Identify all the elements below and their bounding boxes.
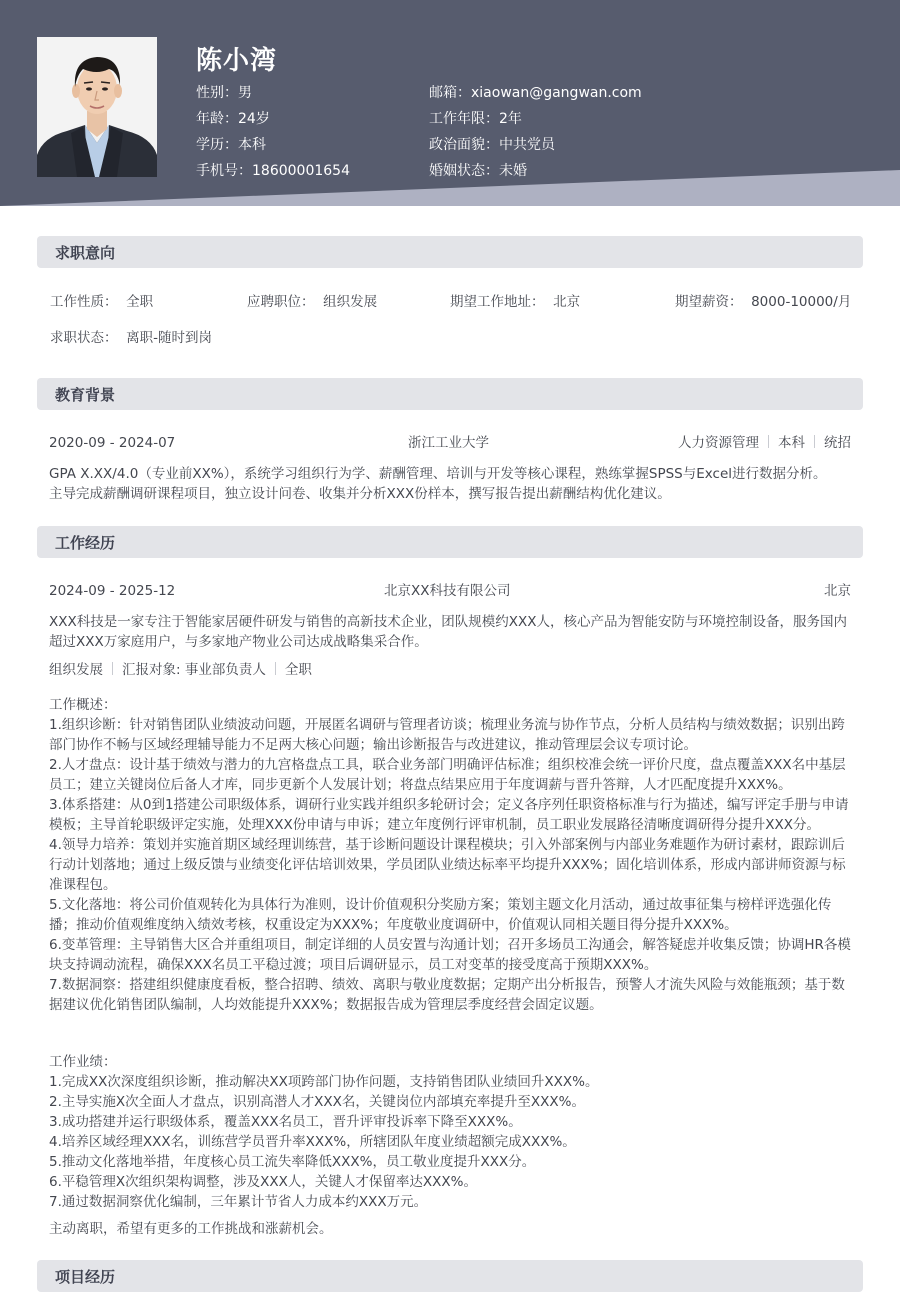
section-title: 教育背景 xyxy=(55,386,116,404)
divider xyxy=(112,662,113,675)
overview-item: 4.领导力培养：策划并实施首期区域经理训练营，基于诊断问题设计课程模块；引入外部案例与内部业务难题作为研讨素材，跟踪训后行动计划落地；通过上级反馈与业绩变化评估培训效果，学员团队业绩达标率平均提升XXX%；固化培训体系，形成内部讲师资源与标准课程包。 xyxy=(49,837,846,893)
marital-info: 婚姻状态：未婚 xyxy=(429,163,527,179)
section-title: 求职意向 xyxy=(55,244,116,262)
overview-item: 2.人才盘点：设计基于绩效与潜力的九宫格盘点工具，联合业务部门明确评估标准；组织校准会统一评价尺度，盘点覆盖XXX名中基层员工；建立关键岗位后备人才库，同步更新个人发展计划；将盘点结果应用于年度调薪与晋升答辩，人才匹配度提升XXX%。 xyxy=(49,757,846,793)
work-period: 2024-09 - 2025-12 xyxy=(49,583,176,599)
intent-status-value: 离职-随时到岗 xyxy=(126,330,212,346)
education-type: 统招 xyxy=(824,435,851,451)
intent-salary-value: 8000-10000/月 xyxy=(751,294,852,310)
result-item: 1.完成XX次深度组织诊断，推动解决XX项跨部门协作问题，支持销售团队业绩回升XXX%。 xyxy=(49,1074,599,1090)
section-title: 工作经历 xyxy=(55,534,116,552)
work-tags xyxy=(49,660,312,680)
politics-info: 政治面貌：中共党员 xyxy=(429,137,555,153)
email-info: 邮箱：xiaowan@gangwan.com xyxy=(429,85,642,101)
work-overview xyxy=(49,695,855,1015)
intent-position-value: 组织发展 xyxy=(323,294,378,310)
education-desc-line: 主导完成薪酬调研课程项目，独立设计问卷、收集并分析XXX份样本，撰写报告提出薪酬结构优化建议。 xyxy=(49,486,671,502)
work-role: 组织发展 xyxy=(49,662,103,678)
degree-info: 学历：本科 xyxy=(196,137,266,153)
work-nature: 全职 xyxy=(284,662,312,678)
intent-location-label: 期望工作地址： xyxy=(450,294,545,310)
age-info: 年龄：24岁 xyxy=(196,111,270,127)
intent-salary xyxy=(675,292,851,312)
intent-position-label: 应聘职位： xyxy=(247,294,315,310)
education-desc-line: GPA X.XX/4.0（专业前XX%），系统学习组织行为学、薪酬管理、培训与开发等核心课程，熟练掌握SPSS与Excel进行数据分析。 xyxy=(49,466,827,482)
results-title: 工作业绩： xyxy=(49,1054,117,1070)
intent-location xyxy=(450,292,580,312)
section-title: 项目经历 xyxy=(55,1268,116,1286)
work-company: 北京XX科技有限公司 xyxy=(384,583,511,599)
overview-title: 工作概述： xyxy=(49,697,117,713)
leave-reason: 主动离职，希望有更多的工作挑战和涨薪机会。 xyxy=(49,1221,333,1237)
result-item: 4.培养区域经理XXX名，训练营学员晋升率XXX%，所辖团队年度业绩超额完成XXX%。 xyxy=(49,1134,576,1150)
result-item: 2.主导实施X次全面人才盘点，识别高潜人才XXX名，关键岗位内部填充率提升至XXX%。 xyxy=(49,1094,585,1110)
result-item: 6.平稳管理X次组织架构调整，涉及XXX人，关键人才保留率达XXX%。 xyxy=(49,1174,477,1190)
section-header-work xyxy=(37,526,863,558)
work-results xyxy=(49,1052,855,1212)
work-report: 汇报对象: 事业部负责人 xyxy=(122,662,266,678)
overview-item: 1.组织诊断：针对销售团队业绩波动问题，开展匿名调研与管理者访谈；梳理业务流与协作节点，分析人员结构与绩效数据；识别出跨部门协作不畅与区域经理辅导能力不足两大核心问题；输出诊断报告与改进建议，推动管理层会议专项讨论。 xyxy=(49,717,845,753)
result-item: 7.通过数据洞察优化编制，三年累计节省人力成本约XXX万元。 xyxy=(49,1194,428,1210)
divider xyxy=(275,662,276,675)
divider xyxy=(768,435,769,448)
section-header-project xyxy=(37,1260,863,1292)
intent-position xyxy=(247,292,377,312)
company-intro: XXX科技是一家专注于智能家居硬件研发与销售的高新技术企业，团队规模约XXX人，核心产品为智能安防与环境控制设备，服务国内超过XXX万家庭用户，与多家地产物业公司达成战略集采合作。 xyxy=(49,614,847,650)
divider xyxy=(814,435,815,448)
result-item: 3.成功搭建并运行职级体系，覆盖XXX名员工，晋升评审投诉率下降至XXX%。 xyxy=(49,1114,522,1130)
intent-type-label: 工作性质： xyxy=(50,294,118,310)
intent-type-value: 全职 xyxy=(126,294,154,310)
section-header-intent xyxy=(37,236,863,268)
overview-item: 5.文化落地：将公司价值观转化为具体行为准则，设计价值观积分奖励方案；策划主题文化月活动，通过故事征集与榜样评选强化传播；推动价值观维度纳入绩效考核，权重设定为XXX%；年度敬业度调研中，价值观认同相关题目得分提升XXX%。 xyxy=(49,897,832,933)
profile-photo-image xyxy=(37,37,157,177)
result-item: 5.推动文化落地举措，年度核心员工流失率降低XXX%，员工敬业度提升XXX分。 xyxy=(49,1154,536,1170)
profile-photo xyxy=(37,37,157,177)
overview-item: 3.体系搭建：从0到1搭建公司职级体系，调研行业实践并组织多轮研讨会；定义各序列任职资格标准与行为描述，编写评定手册与申请模板；主导首轮职级评定实施，处理XXX份申请与申诉；建立年度例行评审机制，员工职业发展路径清晰度调研得分提升XXX分。 xyxy=(49,797,849,833)
phone-info: 手机号：18600001654 xyxy=(196,163,350,179)
education-description xyxy=(49,464,855,504)
overview-item: 6.变革管理：主导销售大区合并重组项目，制定详细的人员安置与沟通计划；召开多场员工沟通会，解答疑虑并收集反馈；协调HR各模块支持调动流程，确保XXX名员工平稳过渡；项目后调研显示，员工对变革的接受度高于预期XXX%。 xyxy=(49,937,851,973)
education-school: 浙江工业大学 xyxy=(408,435,489,451)
candidate-name: 陈小湾 xyxy=(196,46,278,76)
intent-location-value: 北京 xyxy=(553,294,581,310)
section-header-education xyxy=(37,378,863,410)
resume-header xyxy=(0,0,900,206)
education-degree: 本科 xyxy=(778,435,805,451)
work-city: 北京 xyxy=(824,583,851,599)
education-details xyxy=(678,433,851,453)
intent-status-label: 求职状态： xyxy=(50,330,118,346)
intent-salary-label: 期望薪资： xyxy=(675,294,743,310)
intent-status xyxy=(50,328,212,348)
overview-item: 7.数据洞察：搭建组织健康度看板，整合招聘、绩效、离职与敬业度数据；定期产出分析报告，预警人才流失风险与效能瓶颈；基于数据建议优化销售团队编制，人均效能提升XXX%；数据报告成为管理层季度经营会固定议题。 xyxy=(49,977,845,1013)
intent-type xyxy=(50,292,153,312)
gender-info: 性别：男 xyxy=(196,85,252,101)
years-info: 工作年限：2年 xyxy=(429,111,522,127)
education-period: 2020-09 - 2024-07 xyxy=(49,435,176,451)
education-major: 人力资源管理 xyxy=(678,435,759,451)
